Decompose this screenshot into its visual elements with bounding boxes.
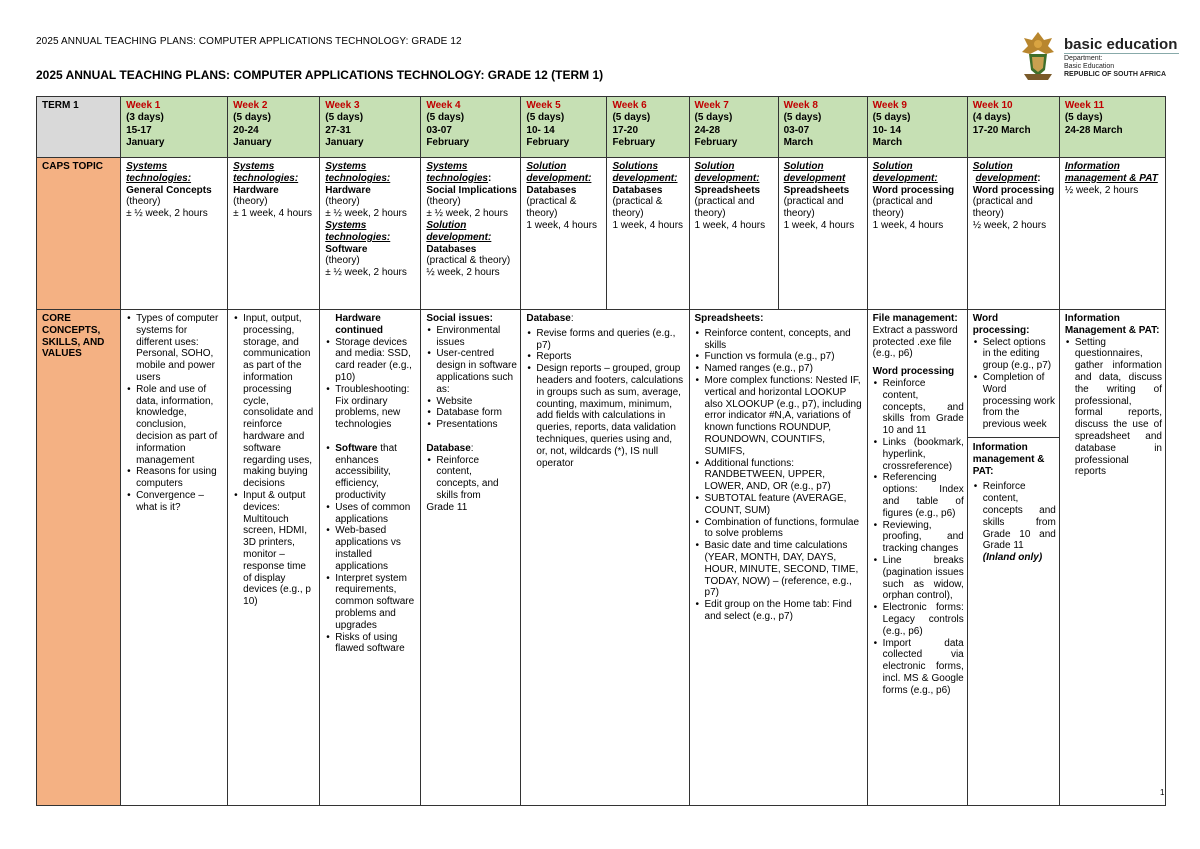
list-item: • Line breaks (pagination issues such as widow, orphan control), — [873, 555, 964, 602]
list-item: • Reinforce content, concepts and skills from Grade 10 and Grade 11 — [973, 481, 1056, 552]
list-item: • Revise forms and queries (e.g., p7) — [526, 328, 685, 352]
cell-heading: Hardware continued — [335, 313, 384, 336]
list-item: • Environmental issues — [426, 325, 517, 349]
page-number: 1 — [1160, 788, 1165, 797]
caps-cell-w1: Systems technologies: General Concepts (theory) ± ½ week, 2 hours — [121, 158, 228, 310]
list-item: • Input, output, processing, storage, and communication as part of the information processing cycle, consolidate and reinforce hardware and software regarding uses, making buying decisions — [233, 313, 316, 490]
list-item: • Role and use of data, information, knowledge, conclusion, decision as part of information management — [126, 384, 224, 467]
list-item: • Import data collected via electronic forms, incl. MS & Google forms (e.g., p6) — [873, 638, 964, 697]
cell-heading: Word processing: — [972, 313, 1030, 336]
list-item: • Uses of common applications — [325, 502, 417, 526]
cell-heading: Social issues: — [426, 313, 494, 324]
dbe-logo — [1018, 30, 1178, 82]
list-item: • Presentations — [426, 419, 517, 431]
list-item: • Reasons for using computers — [126, 466, 224, 490]
list-item: • Website — [426, 396, 517, 408]
cell-heading: Spreadsheets: — [694, 313, 764, 324]
list-item: • Select options in the editing group (e.g., p7) — [973, 337, 1056, 372]
week-cell: Week 9 (5 days) 10- 14 March — [867, 97, 967, 158]
core-cell-w2 — [228, 310, 320, 806]
week-cell: Week 2 (5 days) 20-24 January — [228, 97, 320, 158]
list-item: • Types of computer systems for different uses: Personal, SOHO, mobile and power users — [126, 313, 224, 384]
week-cell: Week 1 (3 days) 15-17 January — [121, 97, 228, 158]
cell-heading: Database: — [526, 313, 574, 324]
week-cell: Week 3 (5 days) 27-31 January — [320, 97, 421, 158]
logo-name: basic education — [1064, 36, 1178, 53]
list-item: • Software that enhances accessibility, efficiency, productivity — [325, 443, 417, 502]
page-title: 2025 ANNUAL TEACHING PLANS: COMPUTER APPLICATIONS TECHNOLOGY: GRADE 12 (TERM 1) — [36, 68, 604, 82]
caps-topic-row — [37, 158, 1166, 310]
list-item: • Named ranges (e.g., p7) — [695, 363, 864, 375]
caps-cell-w9: Solution development: Word processing (practical and theory) 1 week, 4 hours — [867, 158, 967, 310]
caps-cell-w10: Solution development: Word processing (practical and theory) ½ week, 2 hours — [967, 158, 1059, 310]
list-item: • Reinforce content, concepts, and skills from — [426, 455, 517, 502]
list-item: • Design reports – grouped, group headers and footers, calculations in groups such as sum, average, counting, maximum, minimum, add fields with calculations in queries, reports, data validation techniques, queries using and, or, not, wildcards (*), IS null operator — [526, 363, 685, 469]
list-item: • Additional functions: RANDBETWEEN, UPPER, LOWER, AND, OR (e.g., p7) — [695, 458, 864, 493]
core-cell-w4: Social issues: • Environmental issues • User-centred design in software applications such as: • Website • Database form • Presentations Database: • Reinforce content, concepts, and skills from Grade 11 — [421, 310, 521, 806]
list-item: • Setting questionnaires, gather information and data, discuss the writing of professional, formal reports, discuss the use of spreadsheet and database in professional reports — [1065, 337, 1162, 479]
list-item: • Web-based applications vs installed applications — [325, 525, 417, 572]
core-cell-w1 — [121, 310, 228, 806]
list-item: • Troubleshooting: Fix ordinary problems, new technologies — [325, 384, 417, 431]
caps-cell-w5: Solution development: Databases (practical & theory) 1 week, 4 hours — [521, 158, 607, 310]
cell-heading: Information Management & PAT: — [1064, 313, 1160, 336]
caps-cell-w11: Information management & PAT ½ week, 2 hours — [1059, 158, 1165, 310]
caps-cell-w2: Systems technologies: Hardware (theory) ± 1 week, 4 hours — [228, 158, 320, 310]
info-management-subcell: Information management & PAT: • Reinforce content, concepts and skills from Grade 10 and Grade 11 (Inland only) — [968, 437, 1059, 564]
running-header: 2025 ANNUAL TEACHING PLANS: COMPUTER APPLICATIONS TECHNOLOGY: GRADE 12 — [36, 36, 462, 47]
list-item: • Basic date and time calculations (YEAR, MONTH, DAY, DAYS, HOUR, MINUTE, SECOND, TIME, TODAY, NOW) – (reference, e.g., p7) — [695, 540, 864, 599]
week-cell: Week 4 (5 days) 03-07 February — [421, 97, 521, 158]
core-cell-w5-w6 — [521, 310, 689, 806]
list-item: • Reports — [526, 351, 685, 363]
caps-topic-label: CAPS TOPIC — [37, 158, 121, 310]
list-item: • Storage devices and media: SSD, card reader (e.g., p10) — [325, 337, 417, 384]
core-concepts-label: CORE CONCEPTS, SKILLS, AND VALUES — [37, 310, 121, 806]
list-item: • Links (bookmark, hyperlink, crossreference) — [873, 437, 964, 472]
caps-cell-w8: Solution development Spreadsheets (practical and theory) 1 week, 4 hours — [778, 158, 867, 310]
list-item: • Convergence – what is it? — [126, 490, 224, 514]
teaching-plan-table — [36, 96, 1166, 806]
coat-of-arms-icon — [1018, 30, 1058, 82]
list-item: • Referencing options: Index and table of figures (e.g., p6) — [873, 472, 964, 519]
list-item: • Input & output devices: Multitouch screen, HDMI, 3D printers, monitor – response time of display devices (e.g., p 10) — [233, 490, 316, 608]
list-item: • Interpret system requirements, common software problems and upgrades — [325, 573, 417, 632]
week-cell: Week 6 (5 days) 17-20 February — [607, 97, 689, 158]
week-cell: Week 10 (4 days) 17-20 March — [967, 97, 1059, 158]
list-item: • Edit group on the Home tab: Find and select (e.g., p7) — [695, 599, 864, 623]
list-item: • Function vs formula (e.g., p7) — [695, 351, 864, 363]
week-row — [37, 97, 1166, 158]
list-item: • Reinforce content, concepts, and skills from Grade 10 and 11 — [873, 378, 964, 437]
list-item: • Database form — [426, 407, 517, 419]
list-item: • Reviewing, proofing, and tracking changes — [873, 520, 964, 555]
core-cell-w7-w8 — [689, 310, 867, 806]
cell-heading: Database: — [426, 442, 474, 454]
cell-heading: File management: — [872, 313, 958, 324]
week-cell: Week 5 (5 days) 10- 14 February — [521, 97, 607, 158]
core-concepts-row — [37, 310, 1166, 806]
cell-heading: Information management & PAT: — [972, 441, 1045, 477]
week-cell: Week 11 (5 days) 24-28 March — [1059, 97, 1165, 158]
core-cell-w9: File management: Extract a password protected .exe file (e.g., p6) Word processing • Reinforce content, concepts, and skills from Grade 10 and 11 • Links (bookmark, hyperlink, crossreference) • Referencing options: Index and table of figures (e.g., p6) • Reviewing, proofing, and tracking changes • Line breaks (pagination issues such as widow, orphan control), • Electronic forms: Legacy controls (e.g., p6) • Import data collected via electronic forms, incl. MS & Google forms (e.g., p6) — [867, 310, 967, 806]
term-label: TERM 1 — [37, 97, 121, 158]
core-cell-w3 — [320, 310, 421, 806]
caps-cell-w6: Solutions development: Databases (practical & theory) 1 week, 4 hours — [607, 158, 689, 310]
cell-heading: Word processing — [872, 366, 955, 378]
week-cell: Week 7 (5 days) 24-28 February — [689, 97, 778, 158]
list-item: • Completion of Word processing work from the previous week — [973, 372, 1056, 431]
list-item: • Reinforce content, concepts, and skills — [695, 328, 864, 352]
core-cell-w11 — [1059, 310, 1165, 806]
list-item: • SUBTOTAL feature (AVERAGE, COUNT, SUM) — [695, 493, 864, 517]
logo-line-1: Department: — [1064, 55, 1103, 62]
week-cell: Week 8 (5 days) 03-07 March — [778, 97, 867, 158]
list-item: • Combination of functions, formulae to solve problems — [695, 517, 864, 541]
logo-line-2: Basic Education — [1064, 63, 1115, 70]
list-item: • More complex functions: Nested IF, vertical and horizontal LOOKUP also XLOOKUP (e.g., p7), including error indicator #N,A, variations of known functions ROUNDUP, ROUNDOWN, COUNTIFS, SUMIFS, — [695, 375, 864, 458]
caps-cell-w4: Systems technologies: Social Implications (theory) ± ½ week, 2 hours Solution development: Databases (practical & theory) ½ week, 2 hours — [421, 158, 521, 310]
logo-divider — [1064, 53, 1179, 54]
list-item: • User-centred design in software applications such as: — [426, 348, 517, 395]
list-item: • Electronic forms: Legacy controls (e.g., p6) — [873, 602, 964, 637]
caps-cell-w3: Systems technologies: Hardware (theory) ± ½ week, 2 hours Systems technologies: Software (theory) ± ½ week, 2 hours — [320, 158, 421, 310]
list-item: • Risks of using flawed software — [325, 632, 417, 656]
caps-cell-w7: Solution development: Spreadsheets (practical and theory) 1 week, 4 hours — [689, 158, 778, 310]
logo-line-3: REPUBLIC OF SOUTH AFRICA — [1064, 71, 1167, 78]
core-cell-w10 — [967, 310, 1059, 806]
